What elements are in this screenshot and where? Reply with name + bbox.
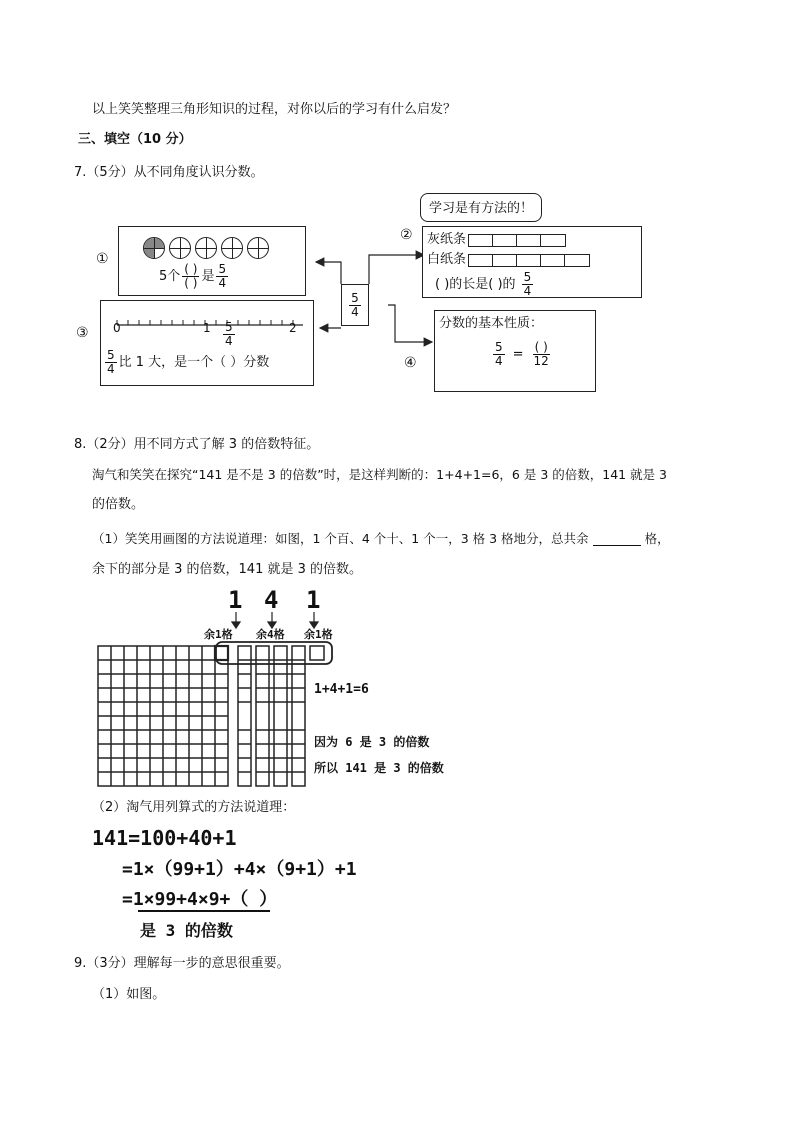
part3-statement: $\frac{5}{4}$ 比 1 大，是一个（ ）分数: [107, 348, 270, 376]
center-fraction: $\frac{5}{4}$: [351, 290, 359, 319]
white-strip-row: 白纸条: [427, 251, 590, 269]
part4-equation: $\frac{5}{4}$ = $\frac{( )}{12}$: [495, 340, 549, 368]
q9-title: 9.（3分）理解每一步的意思很重要。: [74, 956, 290, 971]
tick-2: 2: [289, 321, 297, 335]
white-strip: [468, 254, 590, 267]
calc-line1: 141=100+40+1: [92, 826, 237, 850]
marker-1: ①: [96, 251, 109, 267]
center-fraction-box: [341, 284, 369, 326]
calc-line3: =1×99+4×9+（ ）: [122, 889, 278, 910]
gray-strip-row: 灰纸条: [427, 231, 566, 249]
tick-0: 0: [113, 321, 121, 335]
circle-icon: [195, 237, 217, 259]
circle-icon: [221, 237, 243, 259]
arrow-to-part2: [369, 255, 424, 284]
intro-question: 以上笑笑整理三角形知识的过程，对你以后的学习有什么启发？: [92, 102, 457, 117]
q7-title: 7.（5分）从不同角度认识分数。: [74, 165, 264, 180]
part4-title: 分数的基本性质：: [439, 316, 544, 331]
digit-ones: 1: [306, 586, 321, 614]
part2-statement: ( )的长是( )的 $\frac{5}{4}$: [435, 270, 532, 298]
circle-icon: [247, 237, 269, 259]
circle-icon: [143, 237, 165, 259]
q8-title: 8.（2分）用不同方式了解 3 的倍数特征。: [74, 437, 320, 452]
fraction-circles: [143, 237, 273, 259]
remainder-tens: 余4格: [256, 628, 285, 641]
marker-4: ④: [404, 355, 417, 371]
digit-tens: 4: [264, 586, 279, 614]
q8-para-line1: 淘气和笑笑在探究“141 是不是 3 的倍数”时，是这样判断的：1+4+1=6，6 是 3 的倍数，141 就是 3: [92, 467, 668, 482]
figure-reason2: 所以 141 是 3 的倍数: [314, 761, 444, 775]
marker-3: ③: [76, 325, 89, 341]
calc-underline: [138, 910, 270, 912]
part1-box: [118, 226, 306, 296]
q8-sub2: （2）淘气用列算式的方法说道理：: [92, 800, 296, 815]
part1-statement: 5个 $\frac{( )}{( )}$ 是 $\frac{5}{4}$: [159, 262, 227, 290]
speech-bubble: 学习是有方法的！: [420, 193, 542, 222]
q8-para-line2: 的倍数。: [92, 497, 145, 512]
part3-box: [100, 300, 314, 386]
figure-reason1: 因为 6 是 3 的倍数: [314, 735, 430, 749]
q8-sub1-line1: （1）笑笑用画图的方法说道理：如图，1 个百、4 个十、1 个一，3 格 3 格地分，总共余 格，: [92, 531, 670, 546]
q8-sub1-line2: 余下的部分是 3 的倍数，141 就是 3 的倍数。: [92, 562, 363, 577]
answer-blank[interactable]: [593, 533, 641, 546]
digit-hundreds: 1: [228, 586, 243, 614]
circle-icon: [169, 237, 191, 259]
remainder-ones: 余1格: [304, 628, 333, 641]
blank-fraction[interactable]: $\frac{( )}{( )}$: [184, 262, 198, 290]
tick-1: 1: [203, 321, 211, 335]
hundreds-grid-figure: [96, 640, 346, 790]
figure-equation: 1+4+1=6: [314, 682, 369, 697]
remainder-hundreds: 余1格: [204, 628, 233, 641]
part4-box: [434, 310, 596, 392]
arrow-to-part1: [316, 262, 341, 284]
arrow-to-part4: [388, 305, 432, 342]
q9-sub1: （1）如图。: [92, 987, 166, 1002]
section-heading: 三、填空（10 分）: [78, 132, 192, 147]
blank-fraction[interactable]: $\frac{( )}{12}$: [533, 340, 549, 368]
tick-frac: $\frac{5}{4}$: [225, 320, 233, 348]
part2-box: [422, 226, 642, 298]
calc-note: 是 3 的倍数: [140, 921, 233, 940]
calc-line2: =1×（99+1）+4×（9+1）+1: [122, 859, 357, 880]
gray-strip: [468, 234, 566, 247]
marker-2: ②: [400, 227, 413, 243]
